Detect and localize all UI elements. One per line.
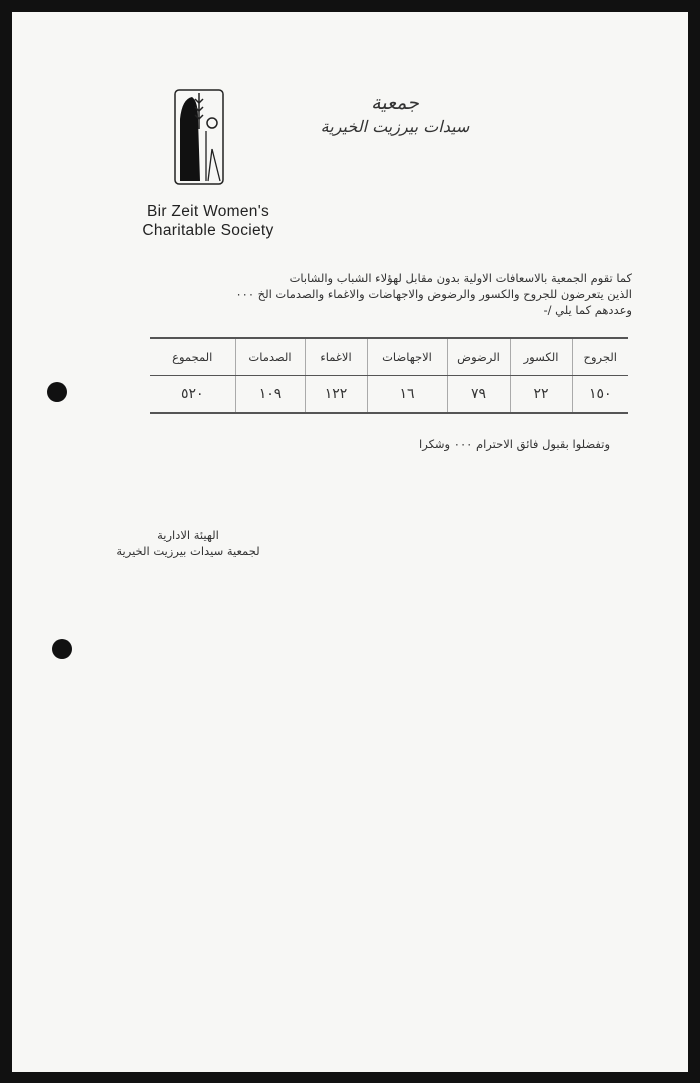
- arabic-society-name: [295, 90, 495, 138]
- table-header: الكسور: [510, 338, 572, 376]
- signature-line1: الهيئة الادارية: [157, 528, 219, 542]
- english-name-line2: Charitable Society: [142, 222, 274, 239]
- arabic-name-line1: جمعية: [371, 92, 419, 114]
- table-header-row: [150, 338, 628, 376]
- cases-table: [150, 337, 628, 414]
- table-cell: ٥٢٠: [150, 376, 235, 414]
- table-cell: ١٦: [367, 376, 447, 414]
- table-row: [150, 376, 628, 414]
- punch-hole: [52, 639, 72, 659]
- table-cell: ٧٩: [447, 376, 510, 414]
- body-line: الذين يتعرضون للجروح والكسور والرضوض والاجهاضات والاغماء والصدمات الخ ٠٠٠: [235, 287, 632, 301]
- table-header: المجموع: [150, 338, 235, 376]
- signature-line2: لجمعية سيدات بيرزيت الخيرية: [116, 544, 260, 558]
- arabic-name-line2: سيدات بيرزيت الخيرية: [320, 117, 470, 136]
- body-paragraph: [122, 270, 632, 318]
- punch-hole: [47, 382, 67, 402]
- table-header: الرضوض: [447, 338, 510, 376]
- table-header: الجروح: [572, 338, 628, 376]
- english-society-name: [118, 202, 298, 240]
- body-line: كما تقوم الجمعية بالاسعافات الاولية بدون مقابل لهؤلاء الشباب والشابات: [289, 271, 632, 285]
- closing-line: وتفضلوا بقبول فائق الاحترام ٠٠٠ وشكرا: [419, 437, 610, 451]
- signature-block: [88, 527, 288, 559]
- table-cell: ١٠٩: [235, 376, 305, 414]
- society-logo-icon: [174, 89, 224, 185]
- body-line: وعددهم كما يلي /-: [543, 303, 632, 317]
- english-name-line1: Bir Zeit Women's: [146, 203, 270, 220]
- table-header: الصدمات: [235, 338, 305, 376]
- table-header: الاغماء: [305, 338, 367, 376]
- table-cell: ١٢٢: [305, 376, 367, 414]
- table-cell: ١٥٠: [572, 376, 628, 414]
- table-header: الاجهاضات: [367, 338, 447, 376]
- table-cell: ٢٢: [510, 376, 572, 414]
